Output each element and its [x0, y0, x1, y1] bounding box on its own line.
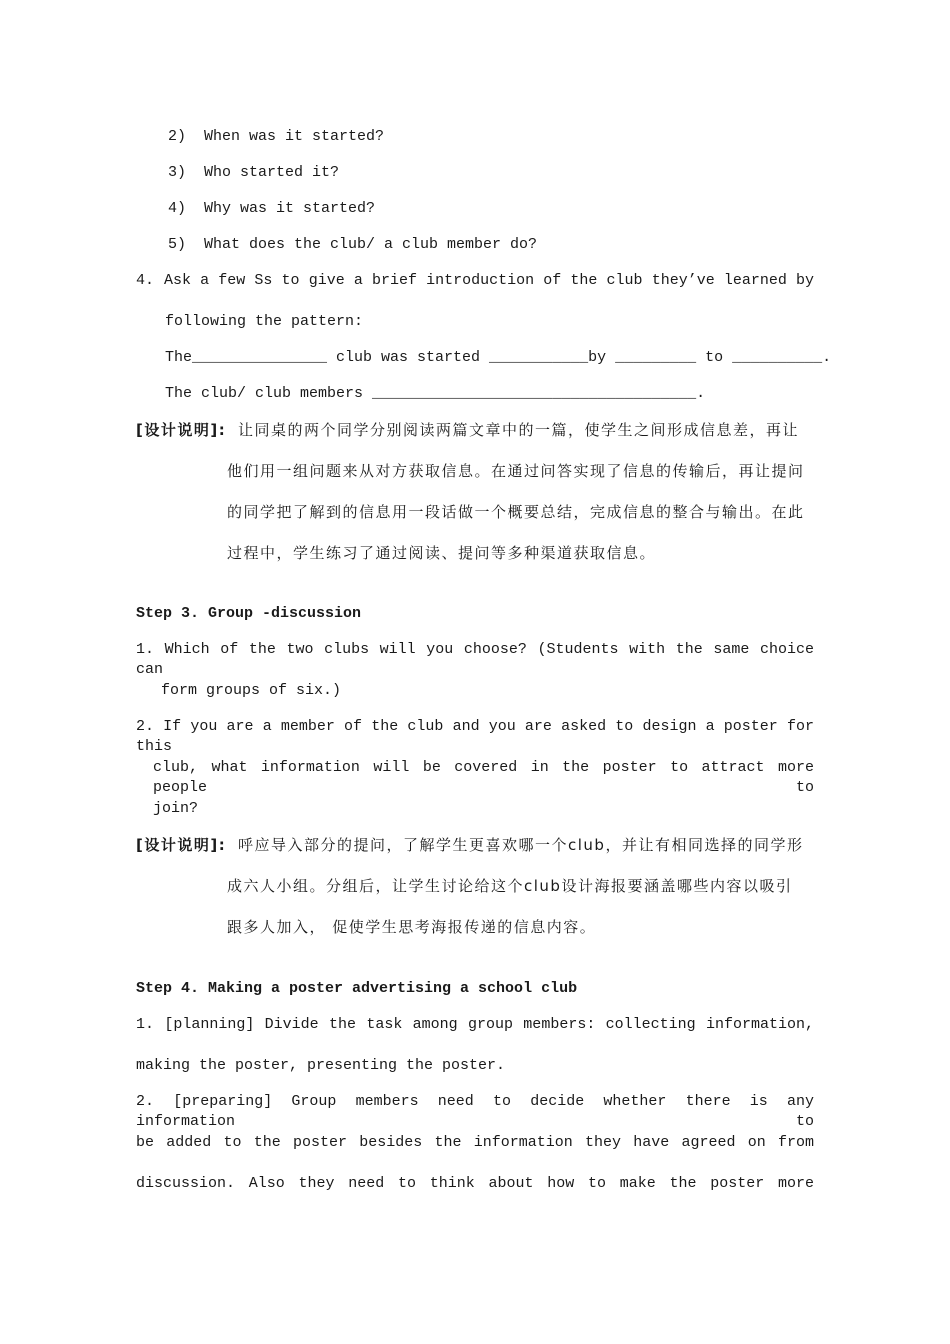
step-3-heading: Step 3. Group -discussion [136, 605, 362, 622]
step-4-item-2-line-3: discussion. Also they need to think about how to make the poster more [136, 1175, 814, 1192]
design-note-2-line-3: 跟多人加入， 促使学生思考海报传递的信息内容。 [227, 918, 597, 936]
design-note-label: [设计说明]: [136, 836, 227, 854]
question-3: 3) Who started it? [168, 164, 340, 181]
question-2: 2) When was it started? [168, 128, 385, 145]
design-note-1-line-4: 过程中，学生练习了通过阅读、提问等多种渠道获取信息。 [227, 544, 657, 562]
step-4-item-1-line-2: making the poster, presenting the poster. [136, 1057, 506, 1074]
step-4-item-1-line-1: 1. [planning] Divide the task among group members: collecting information, [136, 1016, 814, 1033]
step-3-item-1-line-1: 1. Which of the two clubs will you choose? (Students with the same choice can [136, 641, 814, 678]
step-3-item-2-line-1: 2. If you are a member of the club and you are asked to design a poster for this [136, 718, 814, 755]
item-4-continuation: following the pattern: [165, 313, 364, 330]
design-note-1-line-3: 的同学把了解到的信息用一段话做一个概要总结，完成信息的整合与输出。在此 [227, 503, 805, 521]
step-3-item-2-line-3: join? [153, 800, 199, 817]
item-4-number: 4. [136, 272, 155, 289]
step-4-item-2-line-2: be added to the poster besides the information they have agreed on from [136, 1134, 814, 1151]
item-4-text: Ask a few Ss to give a brief introduction of the club they’ve learned by [164, 272, 814, 289]
step-4-heading: Step 4. Making a poster advertising a school club [136, 980, 578, 997]
design-note-1-line-1: 让同桌的两个同学分别阅读两篇文章中的一篇，使学生之间形成信息差，再让 [238, 421, 800, 439]
question-5: 5) What does the club/ a club member do? [168, 236, 538, 253]
step-4-item-2-line-1: 2. [preparing] Group members need to decide whether there is any information to [136, 1093, 814, 1130]
pattern-line-1: The_______________ club was started ___________by _________ to __________. [165, 349, 832, 366]
design-note-2-line-1: 呼应导入部分的提问，了解学生更喜欢哪一个club，并让有相同选择的同学形 [238, 836, 804, 854]
question-4: 4) Why was it started? [168, 200, 376, 217]
design-note-1-line-2: 他们用一组问题来从对方获取信息。在通过问答实现了信息的传输后，再让提问 [227, 462, 805, 480]
design-note-2-line-2: 成六人小组。分组后，让学生讨论给这个club设计海报要涵盖哪些内容以吸引 [227, 877, 793, 895]
step-3-item-2-line-2: club, what information will be covered in the poster to attract more people to [153, 759, 814, 796]
design-note-label: [设计说明]: [136, 421, 227, 439]
pattern-line-2: The club/ club members ____________________________________. [165, 385, 706, 402]
step-3-item-1-line-2: form groups of six.) [161, 682, 342, 699]
